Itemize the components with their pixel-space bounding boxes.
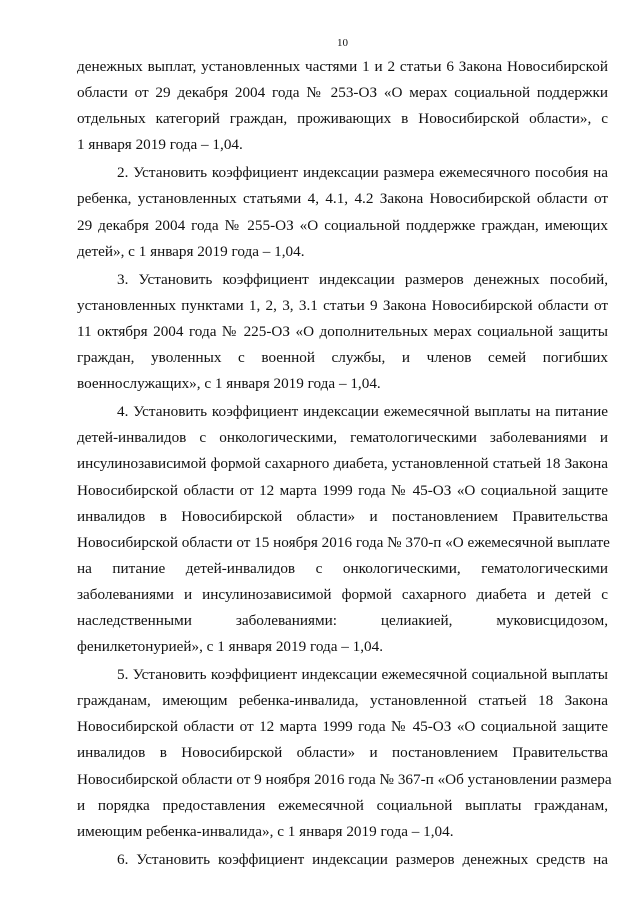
paragraph <box>77 267 608 397</box>
text-line: установленных пунктами 1, 2, 3, 3.1 статьи 9 Закона Новосибирской области от <box>77 296 608 314</box>
text-line: 2. Установить коэффициент индексации размера ежемесячного пособия на <box>117 164 608 182</box>
text-line: на питание детей-инвалидов с онкологическими, гематологическими <box>77 559 608 577</box>
text-line: инсулинозависимой формой сахарного диабета, установленной статьей 18 Закона <box>77 455 608 473</box>
text-line: инвалидов в Новосибирской области» и постановлением Правительства <box>77 744 608 762</box>
text-line: Новосибирской области от 15 ноября 2016 года № 370-п «О ежемесячной выплате <box>77 533 610 551</box>
text-line: Новосибирской области от 9 ноября 2016 года № 367-п «Об установлении размера <box>77 770 612 788</box>
text-line: Новосибирской области от 12 марта 1999 года № 45-ОЗ «О социальной защите <box>77 481 608 499</box>
page-number: 10 <box>337 37 348 49</box>
text-line: 11 октября 2004 года № 225-ОЗ «О дополнительных мерах социальной защиты <box>77 322 608 340</box>
text-line: граждан, уволенных с военной службы, и членов семей погибших <box>77 349 608 367</box>
text-line: фенилкетонурией», с 1 января 2019 года – 1,04. <box>77 638 384 656</box>
text-line: инвалидов в Новосибирской области» и постановлением Правительства <box>77 507 608 525</box>
text-line: 29 декабря 2004 года № 255-ОЗ «О социальной поддержке граждан, имеющих <box>77 216 608 234</box>
text-line: детей», с 1 января 2019 года – 1,04. <box>77 242 305 260</box>
text-line: области от 29 декабря 2004 года № 253-ОЗ «О мерах социальной поддержки <box>77 84 608 102</box>
text-line: ребенка, установленных статьями 4, 4.1, 4.2 Закона Новосибирской области от <box>77 190 608 208</box>
text-line: военнослужащих», с 1 января 2019 года – 1,04. <box>77 375 381 393</box>
text-line: имеющим ребенка-инвалида», с 1 января 2019 года – 1,04. <box>77 822 454 840</box>
text-line: наследственными заболеваниями: целиакией, муковисцидозом, <box>77 611 608 629</box>
text-line: гражданам, имеющим ребенка-инвалида, установленной статьей 18 Закона <box>77 692 608 710</box>
text-line: заболеваниями и инсулинозависимой формой сахарного диабета и детей с <box>77 585 608 603</box>
paragraph <box>77 847 608 873</box>
paragraph <box>77 662 612 845</box>
text-line: Новосибирской области от 12 марта 1999 года № 45-ОЗ «О социальной защите <box>77 718 608 736</box>
text-line: 5. Установить коэффициент индексации ежемесячной социальной выплаты <box>117 666 608 684</box>
text-line: 1 января 2019 года – 1,04. <box>77 136 243 154</box>
text-line: и порядка предоставления ежемесячной социальной выплаты гражданам, <box>77 796 608 814</box>
document-body <box>77 54 612 873</box>
paragraph <box>77 160 608 264</box>
text-line: 6. Установить коэффициент индексации размеров денежных средств на <box>117 850 608 868</box>
text-line: 4. Установить коэффициент индексации ежемесячной выплаты на питание <box>117 403 608 421</box>
text-line: отдельных категорий граждан, проживающих в Новосибирской области», с <box>77 110 608 128</box>
text-line: денежных выплат, установленных частями 1 и 2 статьи 6 Закона Новосибирской <box>77 58 608 75</box>
text-line: детей-инвалидов с онкологическими, гематологическими заболеваниями и <box>77 429 608 447</box>
paragraph <box>77 54 608 158</box>
text-line: 3. Установить коэффициент индексации размеров денежных пособий, <box>117 270 608 288</box>
paragraph <box>77 399 608 660</box>
